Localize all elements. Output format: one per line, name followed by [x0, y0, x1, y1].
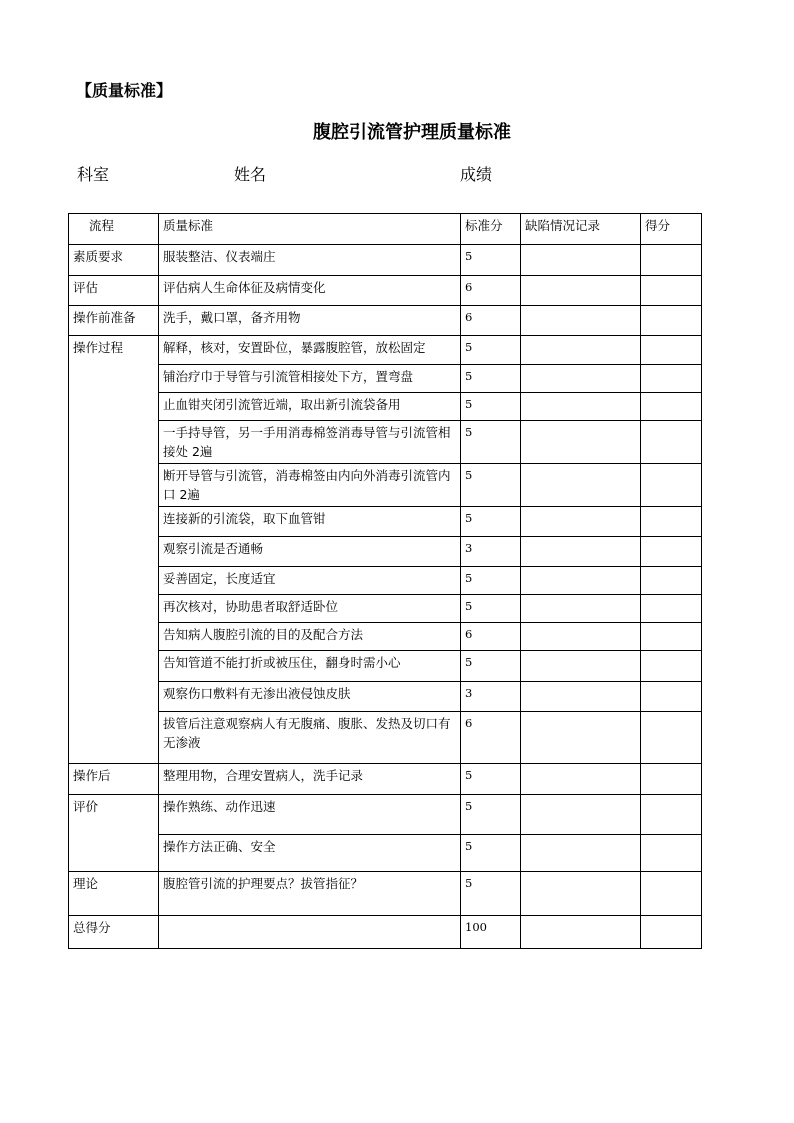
standard-cell: 操作方法正确、安全 [159, 835, 461, 872]
header-defect: 缺陷情况记录 [521, 214, 641, 245]
defect-cell[interactable] [521, 835, 641, 872]
defect-cell[interactable] [521, 795, 641, 835]
table-row [69, 567, 702, 595]
std-score-cell: 5 [461, 365, 521, 393]
defect-cell[interactable] [521, 336, 641, 365]
defect-cell[interactable] [521, 712, 641, 764]
got-score-cell[interactable] [641, 651, 702, 682]
defect-cell[interactable] [521, 276, 641, 306]
standard-cell: 妥善固定，长度适宜 [159, 567, 461, 595]
got-score-cell[interactable] [641, 507, 702, 537]
score-field-label: 成绩 [460, 165, 493, 184]
table-row [69, 421, 702, 464]
process-cell: 素质要求 [69, 245, 159, 276]
defect-cell[interactable] [521, 365, 641, 393]
std-score-cell: 6 [461, 306, 521, 336]
got-score-cell[interactable] [641, 464, 702, 507]
got-score-cell[interactable] [641, 365, 702, 393]
standard-cell: 铺治疗巾于导管与引流管相接处下方，置弯盘 [159, 365, 461, 393]
table-row [69, 537, 702, 567]
table-row [69, 712, 702, 764]
got-score-cell[interactable] [641, 872, 702, 916]
table-row [69, 336, 702, 365]
table-row [69, 835, 702, 872]
process-cell: 操作后 [69, 764, 159, 795]
table-row [69, 507, 702, 537]
defect-cell[interactable] [521, 537, 641, 567]
table-row [69, 623, 702, 651]
table-row [69, 306, 702, 336]
standard-cell: 止血钳夹闭引流管近端，取出新引流袋备用 [159, 393, 461, 421]
got-score-cell[interactable] [641, 245, 702, 276]
defect-cell[interactable] [521, 464, 641, 507]
total-got-score-cell[interactable] [641, 916, 702, 949]
header-got-score: 得分 [641, 214, 702, 245]
std-score-cell: 5 [461, 835, 521, 872]
section-label: 【质量标准】 [76, 81, 173, 100]
standard-cell: 告知管道不能打折或被压住，翻身时需小心 [159, 651, 461, 682]
std-score-cell: 6 [461, 276, 521, 306]
defect-cell[interactable] [521, 245, 641, 276]
process-cell: 评价 [69, 795, 159, 872]
defect-cell[interactable] [521, 306, 641, 336]
table-row [69, 595, 702, 623]
table-row [69, 276, 702, 306]
got-score-cell[interactable] [641, 764, 702, 795]
total-std-score-cell: 100 [461, 916, 521, 949]
standard-cell: 整理用物，合理安置病人，洗手记录 [159, 764, 461, 795]
standard-cell: 连接新的引流袋，取下血管钳 [159, 507, 461, 537]
table-row [69, 365, 702, 393]
got-score-cell[interactable] [641, 595, 702, 623]
defect-cell[interactable] [521, 595, 641, 623]
standard-cell: 洗手，戴口罩，备齐用物 [159, 306, 461, 336]
total-label-cell: 总得分 [69, 916, 159, 949]
standard-cell: 服装整洁、仪表端庄 [159, 245, 461, 276]
got-score-cell[interactable] [641, 567, 702, 595]
std-score-cell: 3 [461, 682, 521, 712]
table-row [69, 245, 702, 276]
got-score-cell[interactable] [641, 712, 702, 764]
total-row [69, 916, 702, 949]
std-score-cell: 5 [461, 872, 521, 916]
std-score-cell: 5 [461, 795, 521, 835]
std-score-cell: 5 [461, 567, 521, 595]
page-title: 腹腔引流管护理质量标准 [313, 122, 511, 143]
got-score-cell[interactable] [641, 795, 702, 835]
got-score-cell[interactable] [641, 623, 702, 651]
table-row [69, 764, 702, 795]
standard-cell: 一手持导管，另一手用消毒棉签消毒导管与引流管相接处 2遍 [159, 421, 461, 464]
std-score-cell: 5 [461, 595, 521, 623]
standard-cell: 观察引流是否通畅 [159, 537, 461, 567]
got-score-cell[interactable] [641, 306, 702, 336]
got-score-cell[interactable] [641, 537, 702, 567]
header-row [69, 214, 702, 245]
header-std-score: 标准分 [461, 214, 521, 245]
got-score-cell[interactable] [641, 421, 702, 464]
std-score-cell: 5 [461, 507, 521, 537]
std-score-cell: 5 [461, 464, 521, 507]
defect-cell[interactable] [521, 682, 641, 712]
standard-cell: 解释，核对，安置卧位，暴露腹腔管，放松固定 [159, 336, 461, 365]
defect-cell[interactable] [521, 916, 641, 949]
table-row [69, 682, 702, 712]
defect-cell[interactable] [521, 764, 641, 795]
table-row [69, 651, 702, 682]
table-row [69, 872, 702, 916]
got-score-cell[interactable] [641, 682, 702, 712]
name-field-label: 姓名 [234, 165, 267, 184]
std-score-cell: 5 [461, 764, 521, 795]
got-score-cell[interactable] [641, 393, 702, 421]
process-cell: 理论 [69, 872, 159, 916]
table-row [69, 393, 702, 421]
defect-cell[interactable] [521, 421, 641, 464]
defect-cell[interactable] [521, 507, 641, 537]
std-score-cell: 5 [461, 421, 521, 464]
std-score-cell: 6 [461, 623, 521, 651]
defect-cell[interactable] [521, 623, 641, 651]
standard-cell: 告知病人腹腔引流的目的及配合方法 [159, 623, 461, 651]
standard-cell [159, 916, 461, 949]
defect-cell[interactable] [521, 872, 641, 916]
got-score-cell[interactable] [641, 276, 702, 306]
process-cell: 操作前准备 [69, 306, 159, 336]
defect-cell[interactable] [521, 651, 641, 682]
standard-cell: 评估病人生命体征及病情变化 [159, 276, 461, 306]
quality-standard-table [68, 213, 702, 949]
standard-cell: 拔管后注意观察病人有无腹痛、腹胀、发热及切口有无渗液 [159, 712, 461, 764]
std-score-cell: 5 [461, 245, 521, 276]
table-row [69, 464, 702, 507]
dept-field-label: 科室 [77, 165, 110, 184]
standard-cell: 操作熟练、动作迅速 [159, 795, 461, 835]
std-score-cell: 3 [461, 537, 521, 567]
standard-cell: 观察伤口敷料有无渗出液侵蚀皮肤 [159, 682, 461, 712]
standard-cell: 断开导管与引流管，消毒棉签由内向外消毒引流管内口 2遍 [159, 464, 461, 507]
std-score-cell: 6 [461, 712, 521, 764]
std-score-cell: 5 [461, 651, 521, 682]
standard-cell: 再次核对，协助患者取舒适卧位 [159, 595, 461, 623]
header-process: 流程 [69, 214, 159, 245]
got-score-cell[interactable] [641, 835, 702, 872]
process-cell: 评估 [69, 276, 159, 306]
got-score-cell[interactable] [641, 336, 702, 365]
defect-cell[interactable] [521, 393, 641, 421]
standard-cell: 腹腔管引流的护理要点？拔管指征？ [159, 872, 461, 916]
header-standard: 质量标准 [159, 214, 461, 245]
table-row [69, 795, 702, 835]
defect-cell[interactable] [521, 567, 641, 595]
std-score-cell: 5 [461, 336, 521, 365]
process-cell: 操作过程 [69, 336, 159, 764]
std-score-cell: 5 [461, 393, 521, 421]
